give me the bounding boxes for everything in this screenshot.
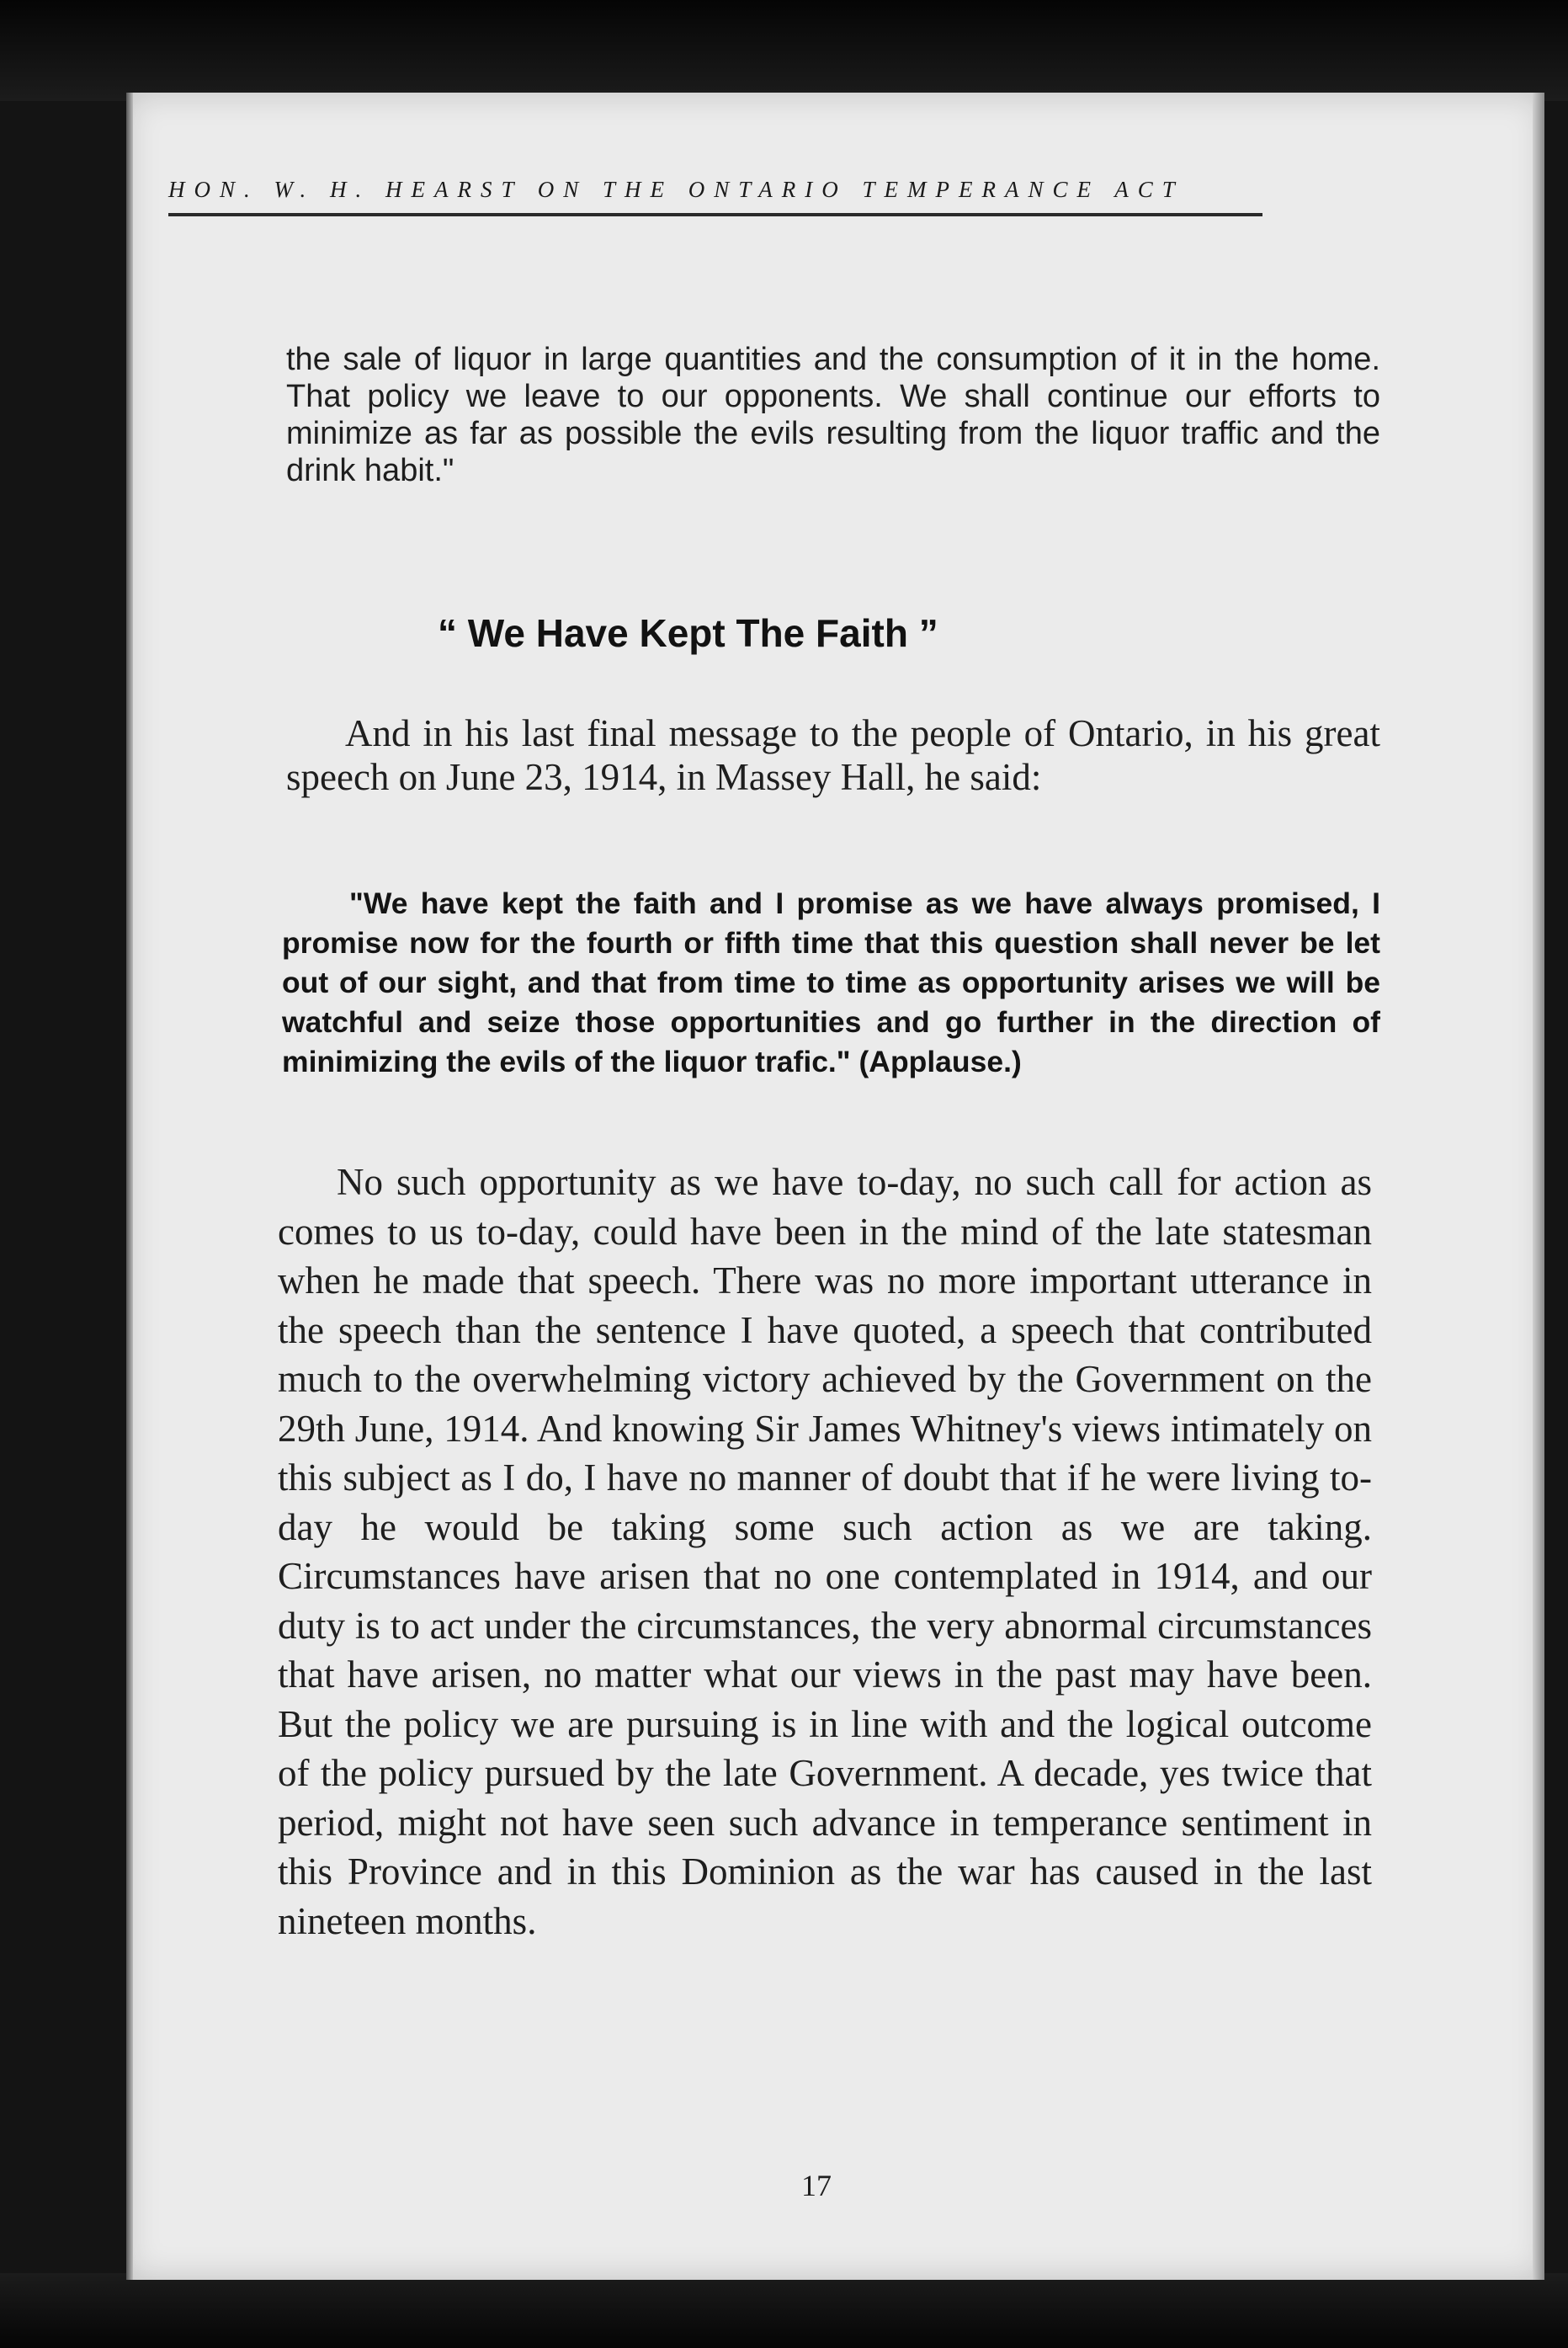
running-head: HON. W. H. HEARST ON THE ONTARIO TEMPERANCE ACT xyxy=(168,177,1184,202)
scan-border-bottom xyxy=(0,2273,1568,2348)
header-rule xyxy=(168,213,1262,216)
continuation-paragraph: the sale of liquor in large quantities and the consumption of it in the home. That policy we leave to our opponents. We shall continue our efforts to minimize as far as possible the evils resulting from the liquor traffic and the drink habit." xyxy=(286,342,1380,488)
section-heading: “ We Have Kept The Faith ” xyxy=(438,611,938,655)
scan-border-top xyxy=(0,0,1568,101)
intro-paragraph: And in his last final message to the people of Ontario, in his great speech on June 23, 1914, in Massey Hall, he said: xyxy=(286,712,1380,798)
page-number: 17 xyxy=(801,2169,832,2202)
body-paragraph: No such opportunity as we have to-day, no such call for action as comes to us to-day, could have been in the mind of the late statesman when he made that speech. There was no more important utterance in the speech than the sentence I have quoted, a speech that contributed much to the overwhelming victory achieved by the Government on the 29th June, 1914. And knowing Sir James Whitney's views intimately on this subject as I do, I have no manner of doubt that if he were living to-day he would be taking some such action as we are taking. Circumstances have arisen that no one contemplated in 1914, and our duty is to act under the circumstances, the very abnormal circumstances that have arisen, no matter what our views in the past may have been. But the policy we are pursuing is in line with and the logical outcome of the policy pursued by the late Government. A decade, yes twice that period, might not have seen such advance in temperance sentiment in this Province and in this Dominion as the war has caused in the last nineteen months. xyxy=(278,1161,1372,1942)
quote-paragraph: "We have kept the faith and I promise as we have always promised, I promise now for the fourth or fifth time that this question shall never be let out of our sight, and that from time to time as opportunity arises we will be watchful and seize those opportunities and go further in the direction of minimizing the evils of the liquor trafic." (Applause.) xyxy=(282,886,1380,1078)
